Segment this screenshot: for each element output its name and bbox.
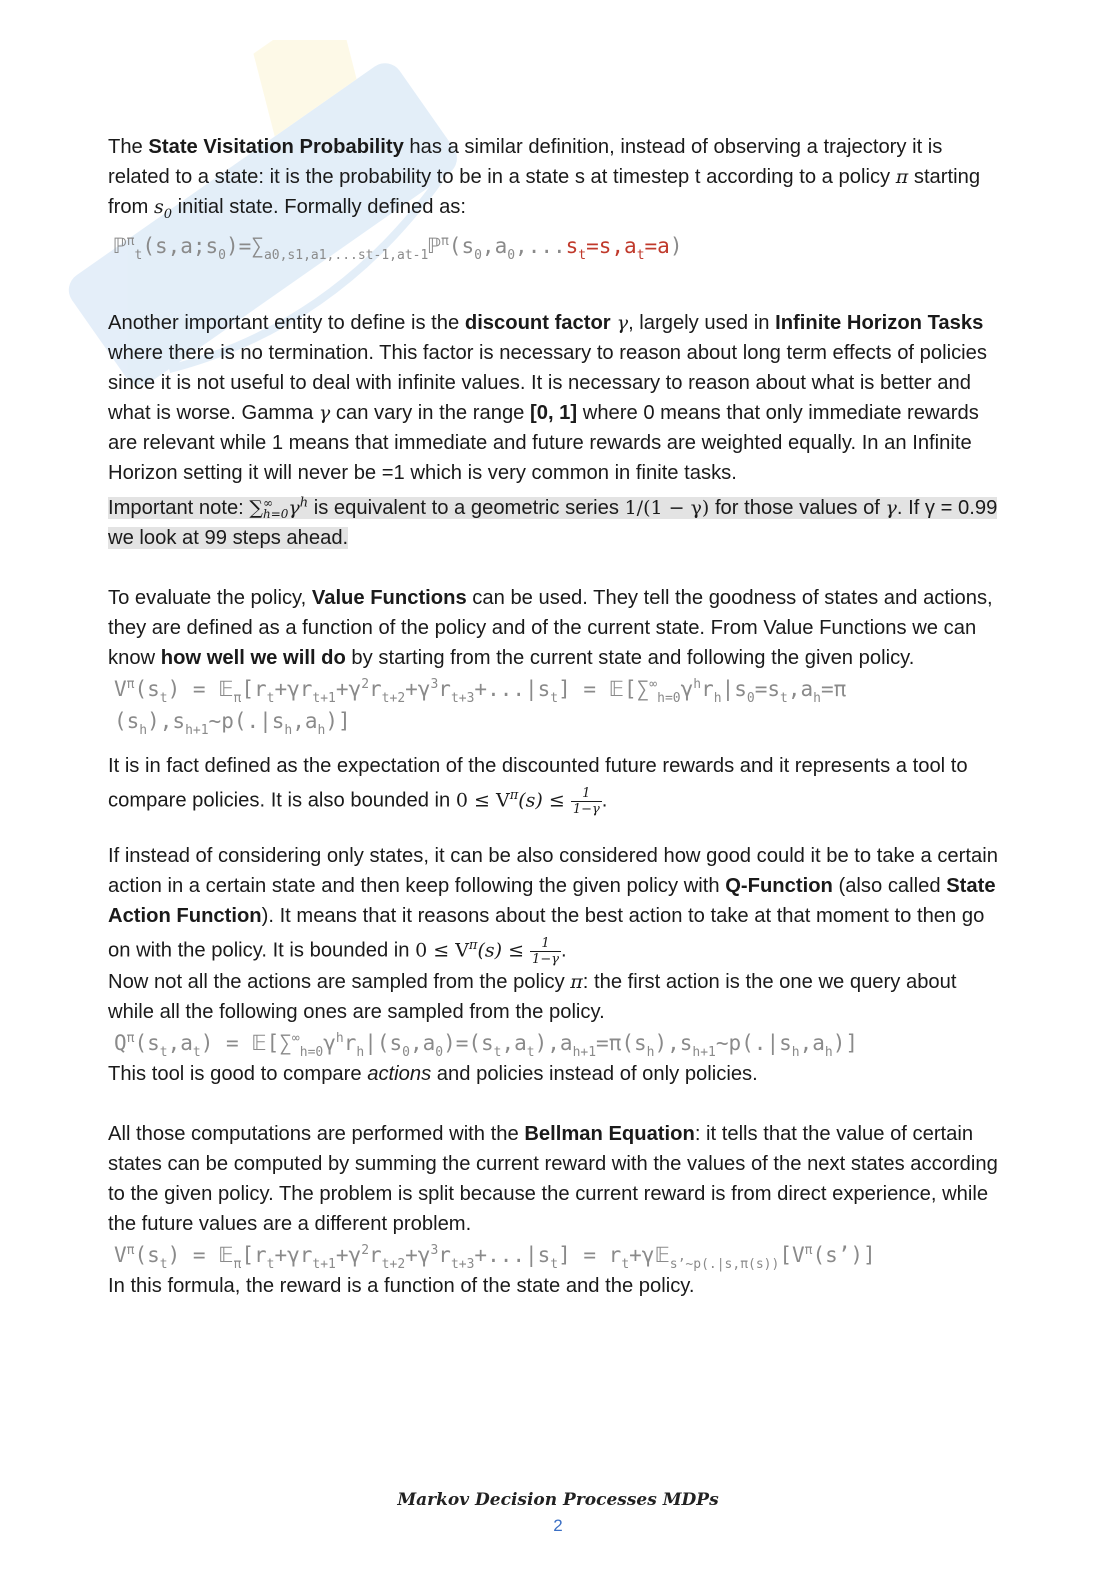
paragraph-q-function: If instead of considering only states, it can be also considered how good could it be to take a certain action in a certain state and then keep following the given policy with Q-Function (also called State Action Function). It means that it reasons about the best action to take at that moment to then go on with the policy. It is bounded in $0 \le V^\pi(s)$ ≤ $\frac{1}{1-\gamma}$ .	[108, 844, 998, 967]
paragraph-compare-actions: This tool is good to compare actions and policies instead of only policies.	[108, 1062, 758, 1085]
paragraph-value-functions: To evaluate the policy, Value Functions can be used. They tell the goodness of states and actions, they are defined as a function of the policy and of the current state. From Value Functions we can know how well we will do by starting from the current state and following the given policy.	[108, 586, 993, 669]
footer-title: Markov Decision Processes MDPs	[397, 1490, 719, 1510]
paragraph-discount-factor: Another important entity to define is the discount factor γ, largely used in Infinite Horizon Tasks where there is no termination. This factor is necessary to reason about long term effects of policies since it is not useful to deal with infinite values. It is necessary to reason about what is better and what is worse. Gamma γ can vary in the range [0, 1] where 0 means that only immediate rewards are relevant while 1 means that immediate and future rewards are weighted equally. In an Infinite Horizon setting it will never be =1 which is very common in finite tasks.	[108, 312, 987, 485]
paragraph-bellman: All those computations are performed with the Bellman Equation: it tells that the value of certain states can be computed by summing the current reward with the values of the next states according to the given policy. The problem is split because the current reward is from direct experience, while the future values are a different problem.	[108, 1122, 998, 1235]
paragraph-sampled-actions: Now not all the actions are sampled from the policy π: the first action is the one we query about while all the following ones are sampled from the policy.	[108, 970, 957, 1023]
paragraph-expectation: It is in fact defined as the expectation of the discounted future rewards and it represents a tool to compare policies. It is also bounded in $0 \le V^\pi(s)$ ≤ $\frac{1}{1-\gamma}$ .	[108, 754, 968, 817]
paragraph-state-visitation: The State Visitation Probability has a similar definition, instead of observing a trajectory it is related to a state: it is the probability to be in a state s at timestep t according to a policy π starting from $s_0$ initial state. Formally defined as:	[108, 136, 981, 223]
important-note: Important note: ∑ ∞ h=0 $\gamma^h$ is equivalent to a geometric series 1/(1 − γ) for those values of γ. If γ = 0.99 we look at 99 steps ahead.	[108, 495, 998, 549]
paragraph-reward-function: In this formula, the reward is a function of the state and the policy.	[108, 1274, 695, 1297]
formula-bellman: $V^\pi(s_t)$ = $𝔼_\pi[r_t+\gamma r_{t+1}+\gamma^2r_{t+2}+\gamma^3r_{t+3}+...|s_t]$ = $r_t+\gamma 𝔼_{s’\sim p(.|s,\pi(s))}[V^\pi(s’)]$	[114, 1242, 876, 1272]
formula-q-function: $Q^\pi(s_t,a_t)$ = $𝔼[\sum^\infty_{h=0}\gamma^hr_h|(s_0,a_0)=(s_t,a_t),a_{h+1}=\pi(s_h),s_{h+1}\sim p(.|s_h,a_h)]$	[114, 1030, 858, 1060]
formula-state-visitation: $ℙ^\pi_t(s,a;s_0)=\sum_{a0,s1,a1,...st-1,at-1}ℙ^\pi(s_0,a_0,...s_t=s,a_t=a)$	[114, 234, 683, 264]
formula-value-function: $V^\pi(s_t)$ = $𝔼_\pi[r_t+\gamma r_{t+1}+\gamma^2r_{t+2}+\gamma^3r_{t+3}+...|s_t]$ = $𝔼[\sum^\infty_{h=0}\gamma^hr_h|s_0=s_t,a_h=\pi$ $(s_h),s_{h+1}\sim p(.|s_h,a_h)$]	[114, 676, 847, 738]
page-footer	[0, 1490, 1116, 1536]
document-body	[108, 132, 1008, 1301]
page-number: 2	[553, 1516, 563, 1535]
